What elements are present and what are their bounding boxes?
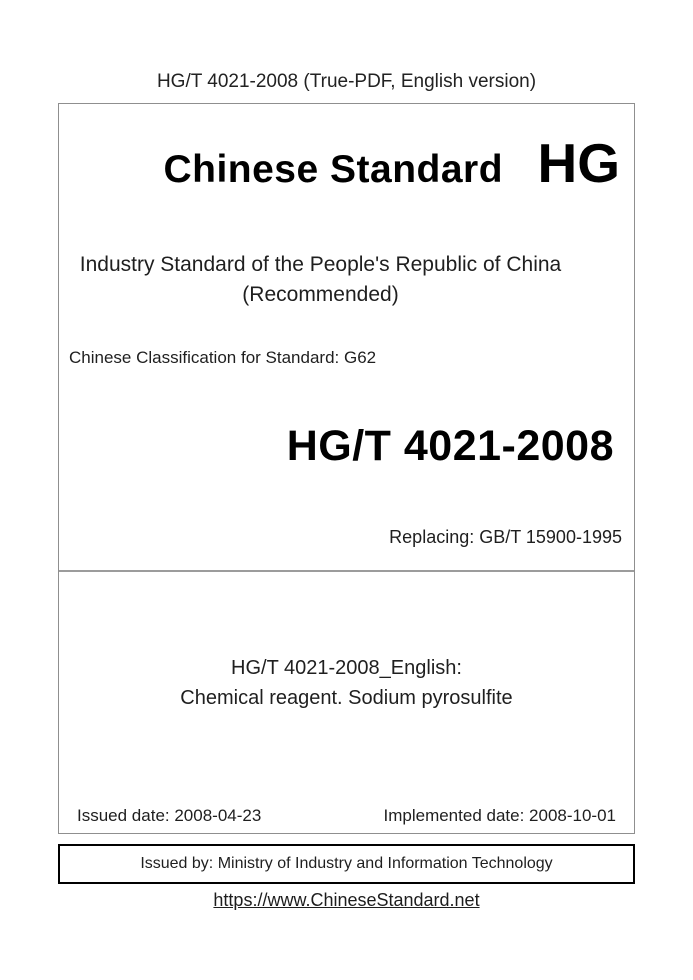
dates-row (59, 804, 634, 828)
brand-title: Chinese Standard (163, 148, 504, 191)
english-subtitle: Chemical reagent. Sodium pyrosulfite (180, 687, 513, 709)
recommended-line: (Recommended) (242, 283, 399, 306)
standard-code: HG/T 4021-2008 (286, 422, 614, 470)
document-header: HG/T 4021-2008 (True-PDF, English version) (156, 71, 537, 92)
implemented-date: Implemented date: 2008-10-01 (383, 806, 616, 825)
issued-date: Issued date: 2008-04-23 (77, 806, 262, 825)
issuer-bar: Issued by: Ministry of Industry and Information Technology (58, 844, 635, 884)
standard-type-block (59, 250, 634, 310)
footer (0, 888, 693, 912)
classification-note: Chinese Classification for Standard: G62 (69, 348, 377, 367)
section-divider (59, 570, 634, 572)
standard-type-line: Industry Standard of the People's Republic of China (79, 253, 562, 276)
english-title-block (59, 653, 634, 713)
hg-logo: HG (537, 132, 620, 194)
cover-box (58, 103, 635, 834)
english-title: HG/T 4021-2008_English: (231, 657, 462, 679)
title-row (59, 132, 634, 194)
footer-link[interactable]: https://www.ChineseStandard.net (213, 890, 480, 910)
replacing-note: Replacing: GB/T 15900-1995 (389, 527, 622, 547)
